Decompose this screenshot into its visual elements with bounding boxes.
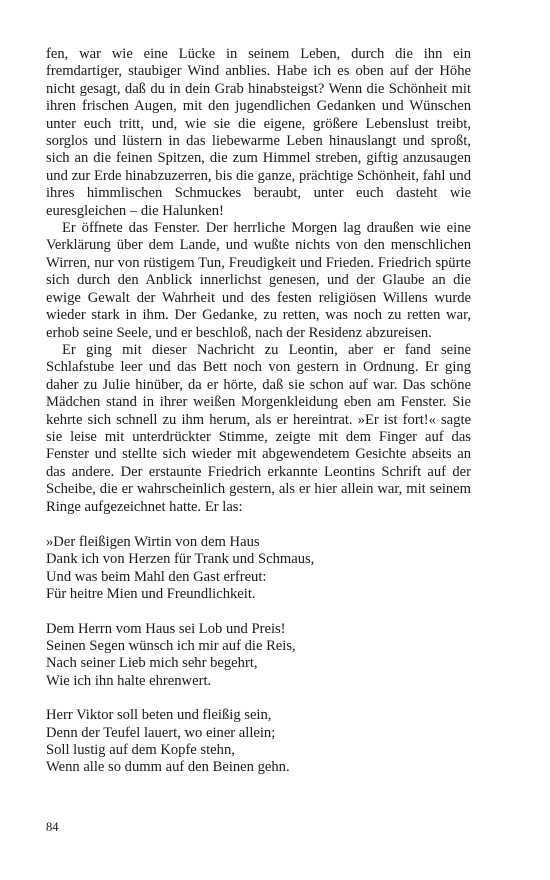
- poem-stanza: [46, 534, 471, 604]
- poem-line: Nach seiner Lieb mich sehr begehrt,: [46, 655, 258, 672]
- poem-stanza: [46, 707, 471, 777]
- poem: [46, 534, 471, 777]
- poem-line: Denn der Teufel lauert, wo einer allein;: [46, 724, 276, 741]
- poem-line: Herr Viktor soll beten und fleißig sein,: [46, 707, 272, 724]
- poem-line: Und was beim Mahl den Gast erfreut:: [46, 568, 267, 585]
- paragraph: Er öffnete das Fenster. Der herrliche Morgen lag draußen wie eine Verklärung über dem Lande, und wußte nichts von den menschlichen Wirren, nur von rüstigem Tun, Freudigkeit und Frieden. Friedrich spürte sich durch den Anblick innerlichst genesen, und der Glaube an die ewige Gewalt der Wahrheit und des festen religiösen Willens wurde wieder stark in ihm. Der Gedanke, zu retten, was noch zu retten war, erhob seine Seele, und er beschloß, nach der Residenz abzureisen.: [46, 220, 471, 341]
- paragraph: fen, war wie eine Lücke in seinem Leben, durch die ihn ein fremdartiger, staubiger Wind anblies. Habe ich es oben auf der Höhe nicht gesagt, daß du in dein Grab hinabsteigst? Wenn die Schönheit mit ihren frischen Augen, mit den jugendlichen Gedanken und Wünschen unter euch tritt, und, wie sie die eigene, größere Lebenslust treibt, sorglos und lüstern in das liebewarme Leben hinauslangt und sproßt, sich an die feinen Spitzen, die zum Himmel streben, giftig anzusaugen und zur Erde hinabzuzerren, bis die ganze, prächtige Schönheit, fahl und ihres himmlischen Schmuckes beraubt, unter euch dasteht wie euresgleichen – die Halunken!: [46, 46, 471, 219]
- poem-line: Soll lustig auf dem Kopfe stehn,: [46, 742, 235, 759]
- paragraph: Er ging mit dieser Nachricht zu Leontin, aber er fand seine Schlafstube leer und das Bett noch von gestern in Ordnung. Er ging daher zu Julie hinüber, da er hörte, daß sie schon auf war. Das schöne Mädchen stand in ihrer weißen Morgenkleidung eben am Fenster. Sie kehrte sich schnell zu ihm herum, als er hereintrat. »Er ist fort!« sagte sie leise mit unterdrückter Stimme, zeigte mit dem Finger auf das Fenster und stellte sich wieder mit abgewendetem Gesichte abseits an das andere. Der erstaunte Friedrich erkannte Leontins Schrift auf der Scheibe, die er wahrscheinlich gestern, als er hier allein war, mit seinem Ringe aufgezeichnet hatte. Er las:: [46, 341, 471, 515]
- book-page: [46, 46, 471, 794]
- poem-line: Für heitre Mien und Freundlichkeit.: [46, 586, 256, 603]
- poem-line: Dank ich von Herzen für Trank und Schmaus,: [46, 551, 315, 568]
- page-number: 84: [46, 820, 59, 834]
- poem-line: Wie ich ihn halte ehrenwert.: [46, 672, 212, 689]
- poem-line: Seinen Segen wünsch ich mir auf die Reis,: [46, 638, 296, 654]
- prose-body: [46, 46, 471, 516]
- poem-line: »Der fleißigen Wirtin von dem Haus: [46, 533, 260, 550]
- poem-line: Dem Herrn vom Haus sei Lob und Preis!: [46, 620, 286, 637]
- poem-line: Wenn alle so dumm auf den Beinen gehn.: [46, 759, 290, 776]
- poem-stanza: [46, 621, 471, 691]
